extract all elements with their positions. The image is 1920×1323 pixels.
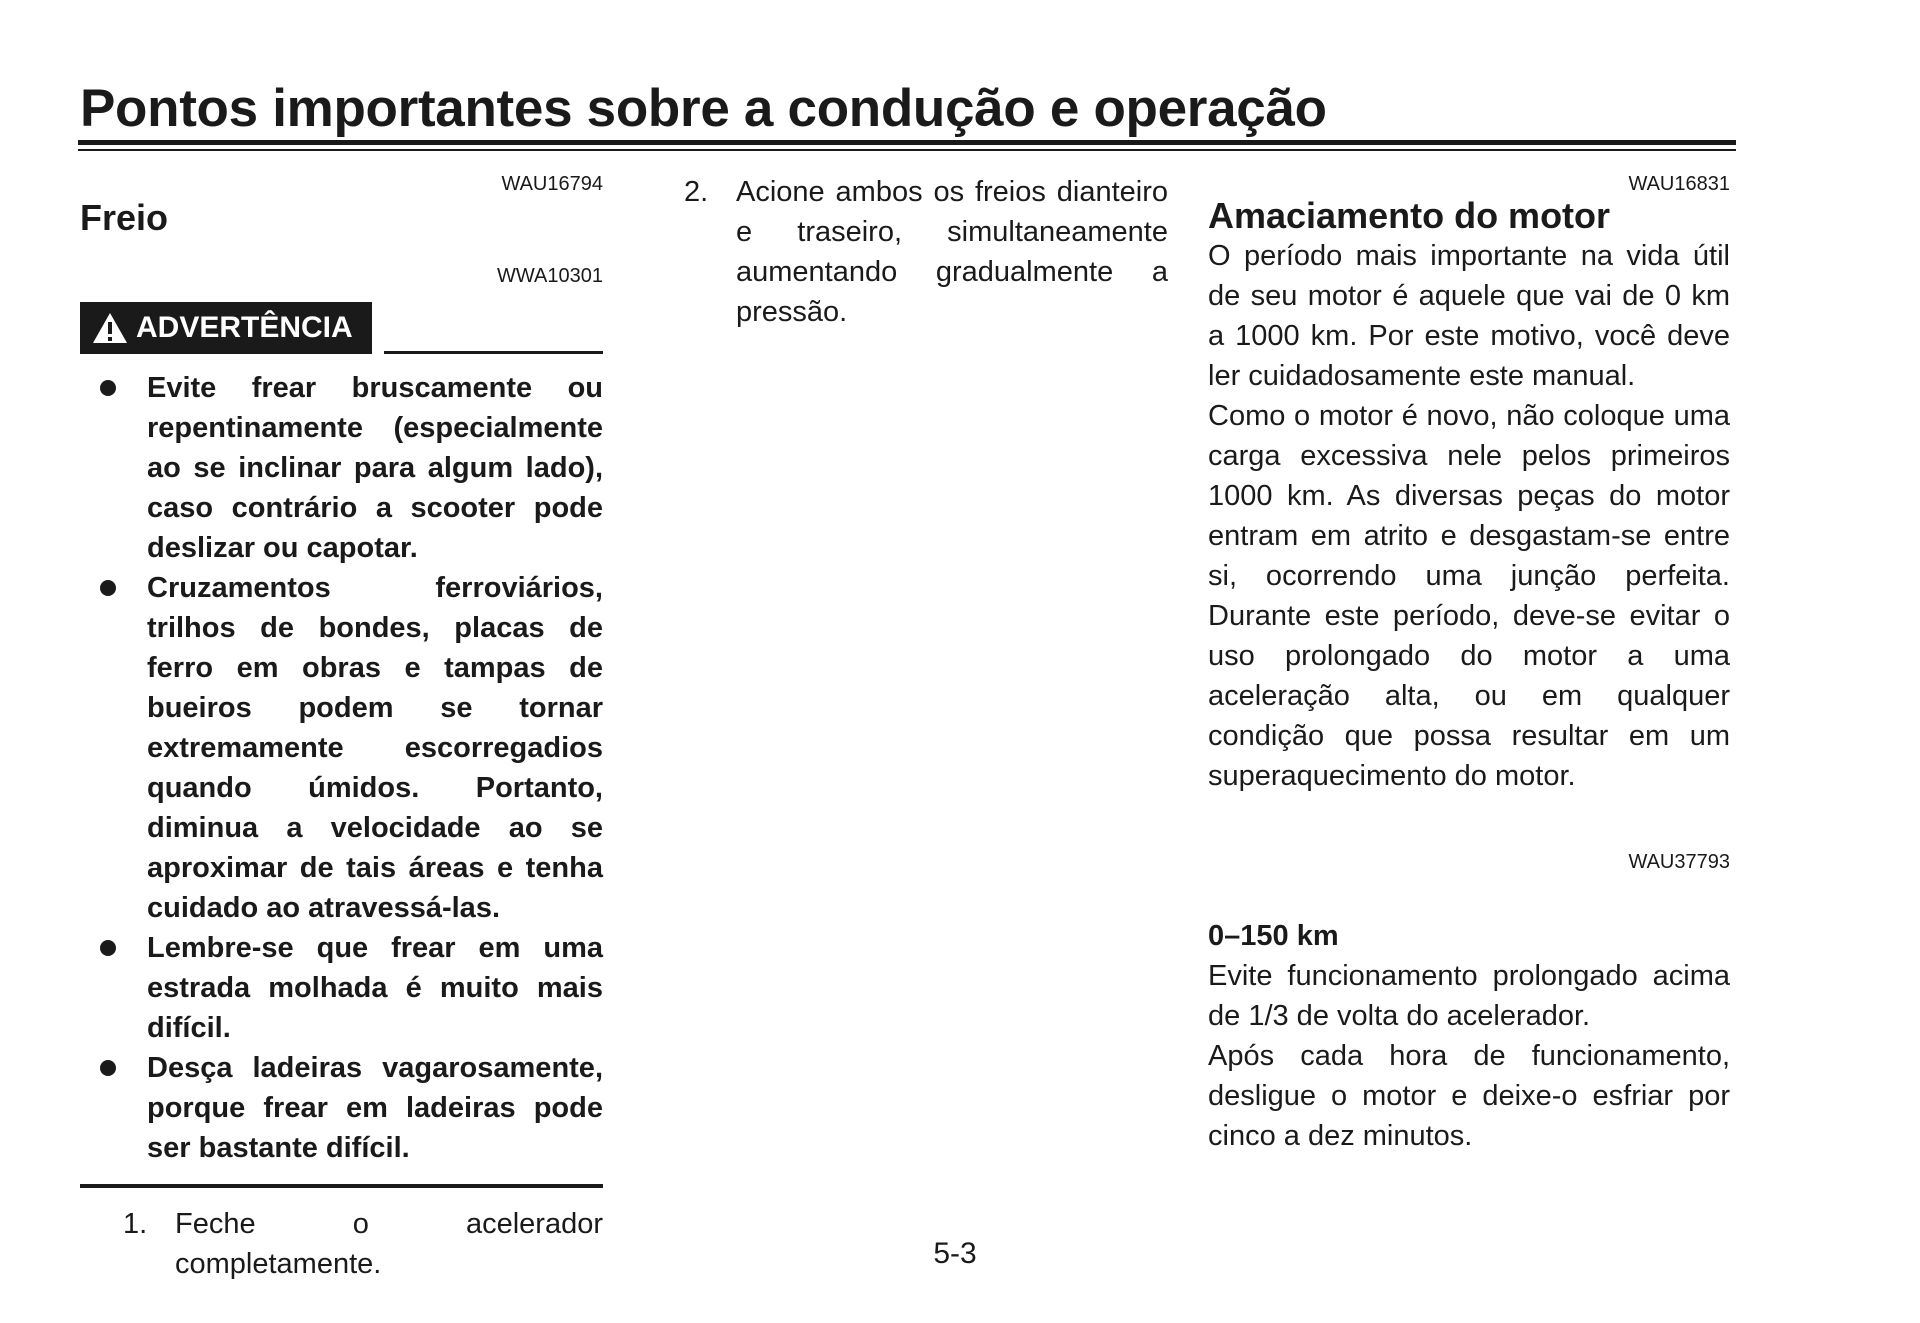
warning-label-box (80, 302, 372, 354)
brake-steps-continued (684, 172, 1168, 332)
brake-steps (684, 172, 1168, 332)
header-rule-thin (78, 149, 1736, 151)
section-code: WAU16794 (501, 173, 603, 195)
bullet-dot-icon (100, 940, 116, 956)
paragraph: Como o motor é novo, não coloque uma carga excessiva nele pelos primeiros 1000 km. As diversas peças do motor entram em atrito e desgastam-se entre si, ocorrendo uma junção perfeita. Durante este período, deve-se evitar o uso prolongado do motor a uma aceleração alta, ou em qualquer condição que possa resultar em um superaquecimento do motor. (1208, 400, 1730, 792)
section-code: WAU16831 (1628, 173, 1730, 195)
warning-text: Evite frear bruscamente ou repentinamente (especialmente ao se inclinar para algum lado), caso contrário a scooter pode deslizar ou capotar. (147, 372, 603, 564)
paragraph: Evite funcionamento prolongado acima de 1/3 de volta do acelerador. (1208, 960, 1730, 1032)
warning-label: ADVERTÊNCIA (136, 311, 353, 344)
bullet-dot-icon (100, 380, 116, 396)
section-heading-break-in: Amaciamento do motor (1208, 195, 1611, 236)
warning-item (80, 1048, 603, 1168)
section-heading-brake: Freio (80, 197, 169, 238)
warning-item (80, 928, 603, 1048)
step-text: Feche o acelerador completamente. (175, 1208, 603, 1280)
bullet-dot-icon (100, 1060, 116, 1076)
warning-list (80, 368, 603, 1168)
sub-section-code: WAU37793 (1628, 851, 1730, 873)
warning-code: WWA10301 (497, 265, 603, 287)
warning-header (80, 302, 603, 354)
step-item (684, 172, 1168, 332)
step-number: 2. (684, 176, 709, 208)
warning-end-rule (80, 1184, 603, 1188)
paragraph: Após cada hora de funcionamento, desligue o motor e deixe-o esfriar por cinco a dez minutos. (1208, 1040, 1730, 1152)
step-text: Acione ambos os freios dianteiro e traseiro, simultaneamente aumentando gradualmente a pressão. (736, 176, 1168, 328)
warning-rule (384, 351, 603, 354)
warning-text: Cruzamentos ferroviários, trilhos de bondes, placas de ferro em obras e tampas de bueiros podem se tornar extremamente escorregadios quando úmidos. Portanto, diminua a velocidade ao se aproximar de tais áreas e tenha cuidado ao atravessá-las. (147, 572, 603, 924)
warning-triangle-icon (92, 312, 128, 344)
page-number: 5-3 (933, 1237, 977, 1270)
paragraph: O período mais importante na vida útil de seu motor é aquele que vai de 0 km a 1000 km. Por este motivo, você deve ler cuidadosamente este manual. (1208, 240, 1730, 392)
page-title: Pontos importantes sobre a condução e operação (80, 79, 1327, 138)
bullet-dot-icon (100, 580, 116, 596)
warning-text: Lembre-se que frear em uma estrada molhada é muito mais difícil. (147, 932, 603, 1044)
break-in-section (1208, 172, 1730, 1156)
warning-text: Desça ladeiras vagarosamente, porque frear em ladeiras pode ser bastante difícil. (147, 1052, 603, 1164)
warning-item (80, 568, 603, 928)
brake-section (80, 172, 603, 1284)
sub-heading: 0–150 km (1208, 920, 1339, 952)
warning-item (80, 368, 603, 568)
header-rule-thick (78, 140, 1736, 145)
step-number: 1. (123, 1208, 148, 1240)
